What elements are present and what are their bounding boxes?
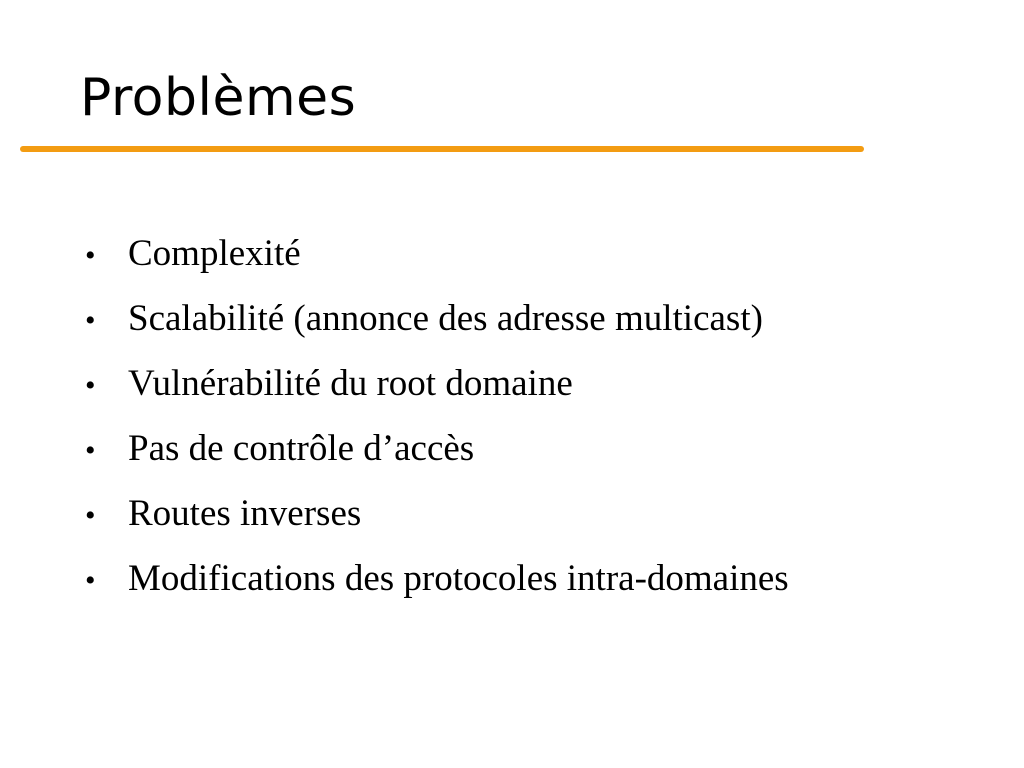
bullet-icon: •: [85, 564, 96, 597]
bullet-item: [82, 297, 789, 362]
bullet-item: [82, 492, 789, 557]
bullet-icon: •: [85, 434, 96, 467]
bullet-text: Scalabilité (annonce des adresse multicast): [128, 298, 763, 339]
title-underline: [20, 146, 864, 152]
bullet-icon: •: [85, 499, 96, 532]
bullet-text: Routes inverses: [128, 493, 362, 534]
bullet-icon: •: [85, 369, 96, 402]
bullet-item: [82, 362, 789, 427]
bullet-icon: •: [85, 304, 96, 337]
bullet-icon: •: [85, 239, 96, 272]
bullet-item: [82, 427, 789, 492]
bullet-text: Modifications des protocoles intra-domaines: [128, 558, 789, 599]
bullet-item: [82, 232, 789, 297]
bullet-text: Vulnérabilité du root domaine: [128, 363, 573, 404]
bullet-text: Pas de contrôle d’accès: [128, 428, 475, 469]
bullet-text: Complexité: [128, 233, 301, 274]
slide-title: Problèmes: [80, 68, 357, 128]
bullet-item: [82, 557, 789, 622]
bullet-list: [82, 232, 789, 622]
